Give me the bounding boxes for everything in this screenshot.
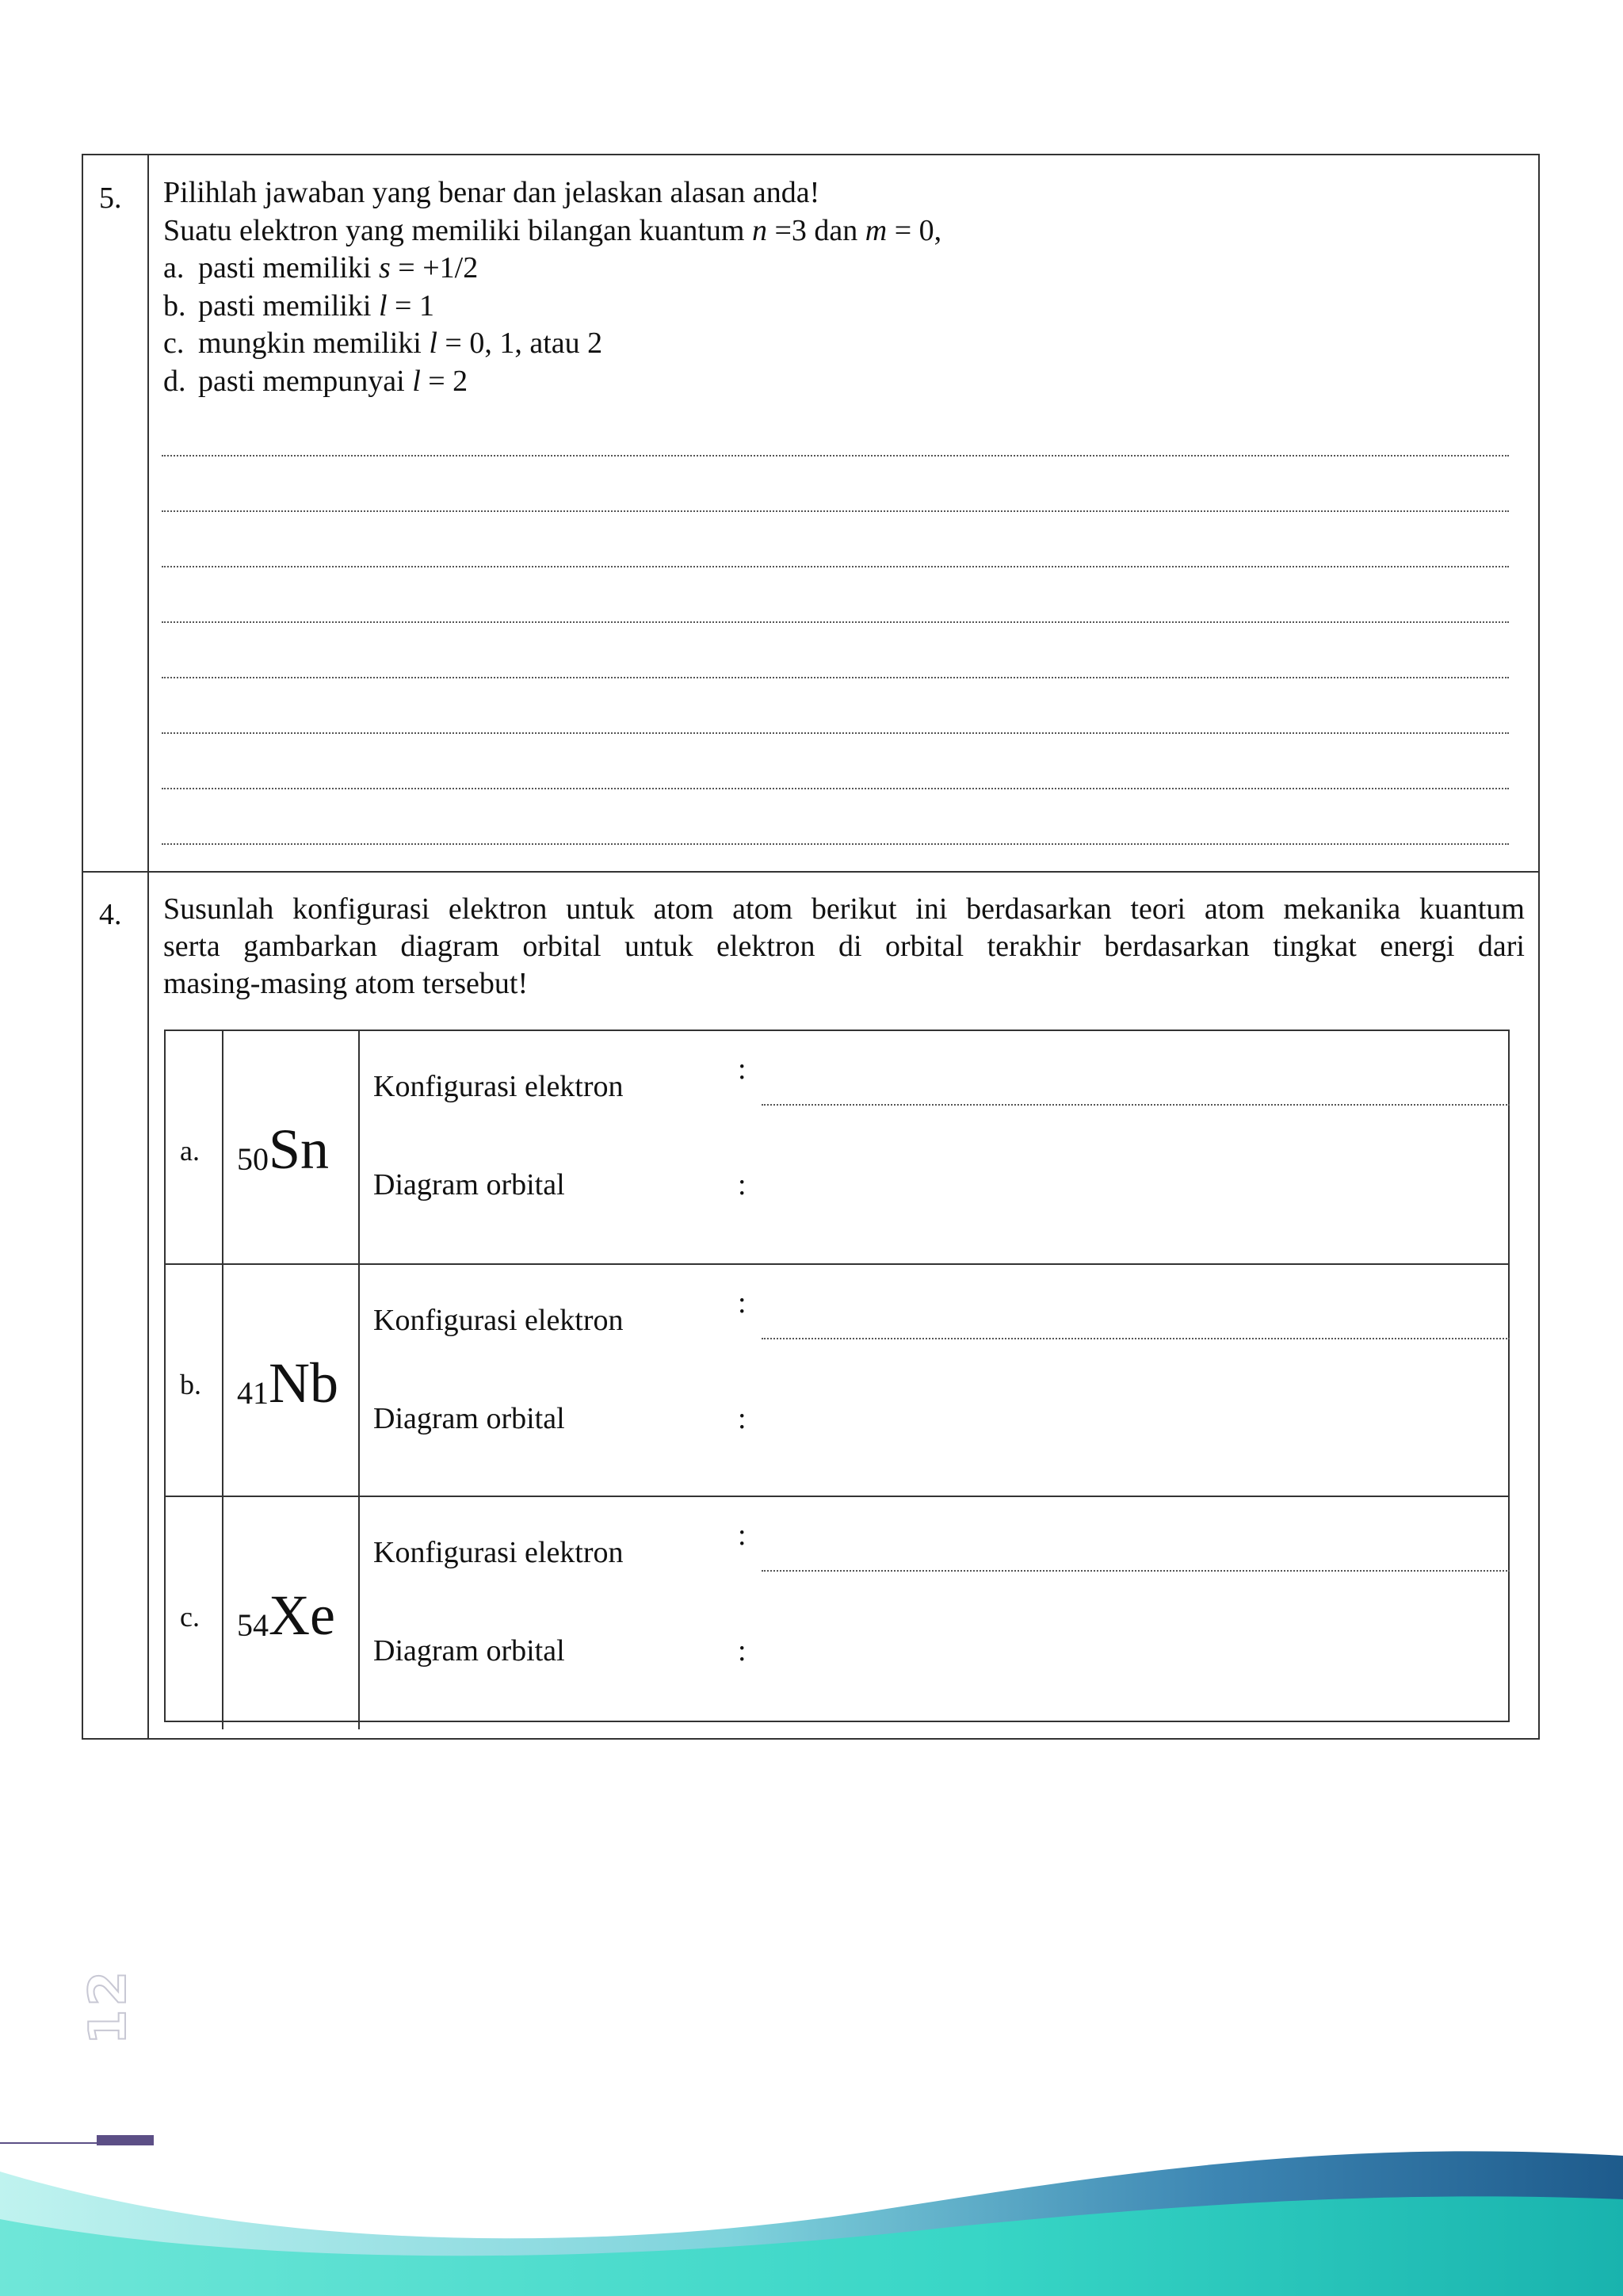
question-divider [83, 871, 1538, 873]
number-column-divider [147, 155, 149, 1738]
question-number-5: 5. [99, 181, 122, 215]
atomic-number: 50 [237, 1141, 269, 1177]
diagram-label: Diagram orbital [373, 1634, 565, 1668]
column-divider [222, 1497, 223, 1729]
diagram-label: Diagram orbital [373, 1402, 565, 1435]
option-text: pasti memiliki [198, 251, 379, 285]
para-line: Susunlah konfigurasi elektron untuk atom atom berikut ini berdasarkan teori atom mekanika kuantum [163, 892, 1525, 926]
element-row-xe [166, 1496, 1508, 1729]
question-5-stem [163, 212, 941, 250]
option-letter: b. [163, 288, 186, 323]
diagram-label: Diagram orbital [373, 1168, 565, 1201]
colon: : [738, 1519, 747, 1552]
answer-line[interactable] [162, 455, 1509, 457]
row-letter: a. [180, 1135, 200, 1167]
element-symbol-sn [237, 1117, 329, 1182]
colon: : [738, 1402, 747, 1435]
footer-wave [0, 2124, 1623, 2296]
colon: : [738, 1634, 747, 1668]
row-letter: b. [180, 1369, 201, 1400]
colon: : [738, 1168, 747, 1201]
stem-part: Suatu elektron yang memiliki bilangan kuantum [163, 213, 752, 247]
answer-line[interactable] [162, 566, 1509, 567]
atomic-number: 54 [237, 1607, 269, 1643]
element-row-sn [166, 1031, 1508, 1263]
config-answer-line[interactable] [762, 1338, 1510, 1339]
stem-part: = 0, [887, 213, 942, 247]
option-text: = 1 [387, 288, 434, 323]
option-var: s [378, 251, 391, 285]
question-5-text [163, 174, 941, 400]
option-b[interactable] [163, 288, 941, 326]
worksheet-table [82, 154, 1540, 1740]
column-divider [358, 1265, 360, 1497]
para-line: masing-masing atom tersebut! [163, 967, 529, 1000]
option-var: l [378, 288, 388, 323]
option-text: pasti mempunyai [198, 364, 413, 398]
option-text: pasti memiliki [198, 288, 379, 323]
column-divider [358, 1497, 360, 1729]
config-answer-line[interactable] [762, 1104, 1510, 1106]
option-d[interactable] [163, 363, 941, 401]
colon: : [738, 1286, 747, 1320]
symbol: Sn [269, 1117, 330, 1181]
column-divider [358, 1031, 360, 1263]
option-text: = 0, 1, atau 2 [437, 327, 603, 360]
atomic-number: 41 [237, 1375, 269, 1411]
answer-line[interactable] [162, 732, 1509, 734]
question-5-instruction: Pilihlah jawaban yang benar dan jelaskan alasan anda! [163, 176, 820, 209]
config-label: Konfigurasi elektron [373, 1070, 624, 1103]
element-symbol-xe [237, 1583, 335, 1648]
option-letter: d. [163, 364, 186, 398]
stem-var-m: m [865, 213, 888, 247]
config-label: Konfigurasi elektron [373, 1536, 624, 1569]
element-symbol-nb [237, 1350, 338, 1416]
stem-part: =3 dan [766, 213, 865, 247]
symbol: Nb [269, 1351, 338, 1415]
element-answer-table [164, 1030, 1510, 1722]
option-a[interactable] [163, 250, 941, 288]
answer-line[interactable] [162, 677, 1509, 678]
config-label: Konfigurasi elektron [373, 1304, 624, 1337]
column-divider [222, 1031, 223, 1263]
answer-line[interactable] [162, 843, 1509, 845]
answer-line[interactable] [162, 621, 1509, 623]
colon: : [738, 1052, 747, 1086]
option-text: = 2 [420, 364, 468, 398]
stem-var-n: n [751, 213, 767, 247]
row-letter: c. [180, 1601, 200, 1633]
column-divider [222, 1265, 223, 1497]
element-row-nb [166, 1263, 1508, 1497]
option-letter: a. [163, 251, 185, 285]
question-number-4: 4. [99, 898, 122, 931]
page-number: 12 [79, 1967, 138, 2045]
option-var: l [412, 364, 421, 398]
option-letter: c. [163, 327, 185, 360]
question-4-instruction [163, 891, 1525, 1003]
para-line: serta gambarkan diagram orbital untuk elektron di orbital terakhir berdasarkan tingkat energi dari [163, 930, 1525, 963]
option-var: l [429, 327, 437, 360]
answer-line[interactable] [162, 788, 1509, 789]
answer-line[interactable] [162, 510, 1509, 512]
option-text: mungkin memiliki [198, 327, 430, 360]
option-text: = +1/2 [390, 251, 479, 285]
option-c[interactable] [163, 325, 941, 363]
symbol: Xe [269, 1584, 335, 1647]
config-answer-line[interactable] [762, 1570, 1510, 1572]
